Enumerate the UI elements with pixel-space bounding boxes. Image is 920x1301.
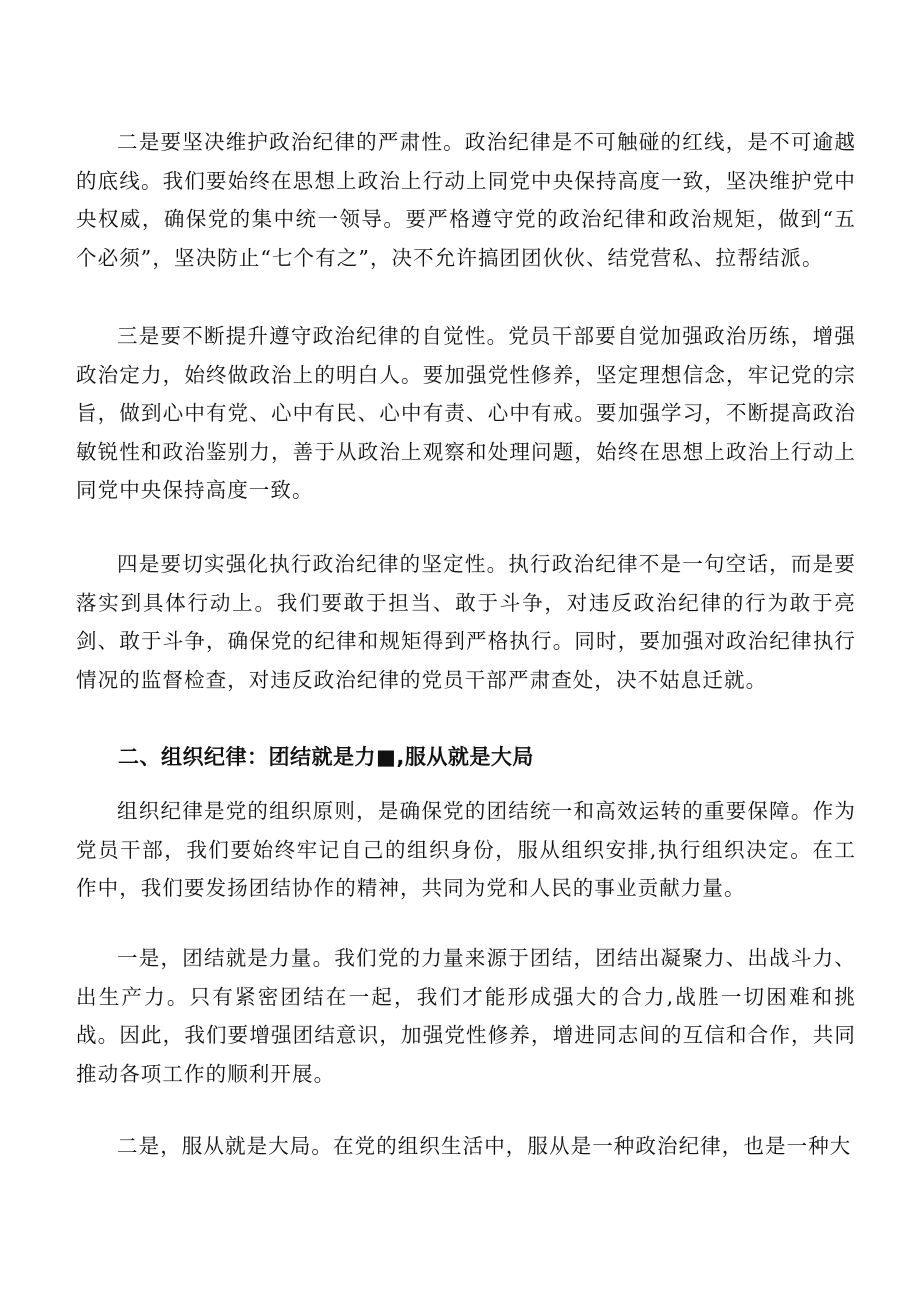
paragraph-self-awareness: 三是要不断提升遵守政治纪律的自觉性。党员干部要自觉加强政治历练，增强政治定力，始终做政治上的明白人。要加强党性修养，坚定理想信念，牢记党的宗旨，做到心中有党、心中有民、心中有责、心中有戒。要加强学习，不断提高政治敏锐性和政治鉴别力，善于从政治上观察和处理问题，始终在思想上政治上行动上同党中央保持高度一致。 (76, 324, 856, 502)
paragraph-unity-is-strength: 一是，团结就是力量。我们党的力量来源于团结，团结出凝聚力、出战斗力、出生产力。只有紧密团结在一起，我们才能形成强大的合力,战胜一切困难和挑战。因此，我们要增强团结意识，加强党性修养，增进同志间的互信和合作，共同推动各项工作的顺利开展。 (76, 946, 856, 1086)
paragraph-obedience-is-overall: 二是，服从就是大局。在党的组织生活中，服从是一种政治纪律，也是一种大 (117, 1134, 852, 1158)
section-heading-organizational-discipline: 二、组织纪律：团结就是力■,服从就是大局 (118, 745, 534, 769)
paragraph-firm-execution: 四是要切实强化执行政治纪律的坚定性。执行政治纪律不是一句空话，而是要落实到具体行动上。我们要敢于担当、敢于斗争，对违反政治纪律的行为敢于亮剑、敢于斗争，确保党的纪律和规矩得到严格执行。同时，要加强对政治纪律执行情况的监督检查，对违反政治纪律的党员干部严肃查处，决不姑息迁就。 (76, 552, 856, 692)
paragraph-strict-discipline: 二是要坚决维护政治纪律的严肃性。政治纪律是不可触碰的红线，是不可逾越的底线。我们要始终在思想上政治上行动上同党中央保持高度一致，坚决维护党中央权威，确保党的集中统一领导。要严格遵守党的政治纪律和政治规矩，做到“五个必须”，坚决防止“七个有之”，决不允许搞团团伙伙、结党营私、拉帮结派。 (76, 130, 856, 270)
paragraph-organizational-intro: 组织纪律是党的组织原则，是确保党的团结统一和高效运转的重要保障。作为党员干部，我们要始终牢记自己的组织身份，服从组织安排,执行组织决定。在工作中，我们要发扬团结协作的精神，共同为党和人民的事业贡献力量。 (76, 799, 856, 900)
